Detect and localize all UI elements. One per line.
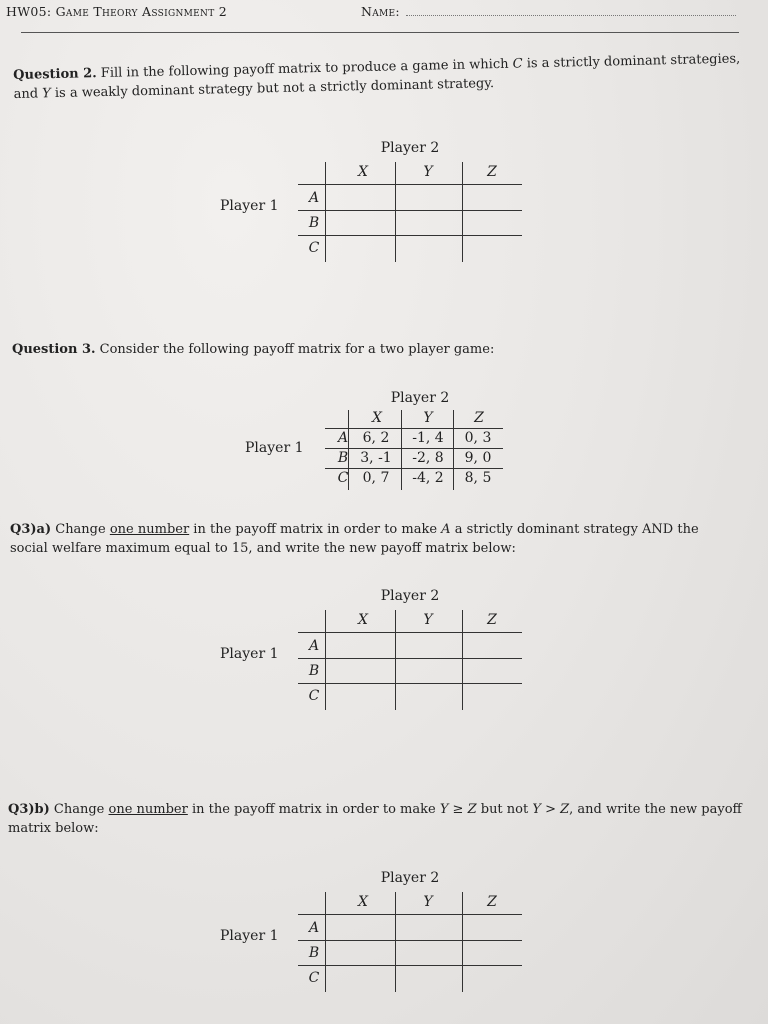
- payoff-col-x: X: [372, 410, 382, 426]
- column-header-x: X: [358, 894, 368, 910]
- payoff-grid-line: [453, 410, 454, 490]
- matrix-grid-line: [298, 965, 522, 966]
- payoff-cell-b-x: 3, -1: [360, 450, 392, 466]
- payoff-player-1-label: Player 1: [245, 440, 304, 456]
- payoff-cell-c-y: -4, 2: [412, 470, 444, 486]
- question-3b-text: Q3)b) Change one number in the payoff matrix in order to make Y ≥ Z but not Y > Z, and write the new payoff matrix below:: [8, 802, 742, 836]
- header: [6, 2, 746, 26]
- matrix-grid-line: [395, 892, 396, 992]
- row-header-c: C: [308, 688, 320, 704]
- column-header-y: Y: [423, 164, 433, 180]
- payoff-col-y: Y: [423, 410, 433, 426]
- payoff-row-a: A: [337, 430, 349, 446]
- matrix-grid-line: [298, 658, 522, 659]
- payoff-cell-a-z: 0, 3: [464, 430, 492, 446]
- header-rule: [21, 32, 739, 33]
- question-3a-label: Q3)a): [10, 522, 52, 537]
- payoff-cell-b-z: 9, 0: [464, 450, 492, 466]
- payoff-cell-c-x: 0, 7: [362, 470, 390, 486]
- payoff-grid-line: [325, 448, 503, 449]
- matrix-grid-line: [395, 162, 396, 262]
- row-header-c: C: [308, 240, 320, 256]
- payoff-grid-line: [401, 410, 402, 490]
- assignment-title: HW05: Game Theory Assignment 2: [6, 4, 228, 19]
- row-header-a: A: [308, 190, 320, 206]
- matrix-grid-line: [298, 184, 522, 185]
- matrix-grid-line: [298, 632, 522, 633]
- row-header-b: B: [308, 215, 320, 231]
- name-blank-line: [406, 15, 736, 16]
- question-3-label: Question 3.: [12, 342, 96, 357]
- name-label: Name:: [361, 4, 400, 19]
- matrix-grid-line: [298, 940, 522, 941]
- payoff-cell-c-z: 8, 5: [464, 470, 492, 486]
- payoff-grid-line: [348, 410, 349, 490]
- matrix-grid-line: [462, 610, 463, 710]
- matrix-grid-line: [298, 235, 522, 236]
- matrix-grid-line: [325, 610, 326, 710]
- payoff-grid-line: [325, 428, 503, 429]
- row-header-a: A: [308, 638, 320, 654]
- question-3b-label: Q3)b): [8, 802, 50, 817]
- player-1-label: Player 1: [220, 198, 279, 214]
- payoff-cell-b-y: -2, 8: [412, 450, 444, 466]
- payoff-matrix: [245, 390, 535, 500]
- player-2-label: Player 2: [380, 140, 440, 156]
- question-3-text: Question 3. Consider the following payoff matrix for a two player game:: [12, 342, 495, 357]
- payoff-player-2-label: Player 2: [390, 390, 450, 406]
- matrix-grid-line: [462, 892, 463, 992]
- payoff-col-z: Z: [474, 410, 484, 426]
- question-2-text: Question 2. Fill in the following payoff matrix to produce a game in which C is a strictly dominant strategies, and Y is a weakly dominant strategy but not a strictly dominant strategy.: [13, 51, 741, 102]
- column-header-z: Z: [487, 894, 497, 910]
- matrix-grid-line: [325, 892, 326, 992]
- column-header-y: Y: [423, 612, 433, 628]
- matrix-grid-line: [462, 162, 463, 262]
- column-header-y: Y: [423, 894, 433, 910]
- player-2-label: Player 2: [380, 588, 440, 604]
- column-header-x: X: [358, 612, 368, 628]
- column-header-z: Z: [487, 612, 497, 628]
- matrix-grid-line: [325, 162, 326, 262]
- row-header-c: C: [308, 970, 320, 986]
- player-1-label: Player 1: [220, 646, 279, 662]
- payoff-cell-a-y: -1, 4: [412, 430, 444, 446]
- matrix-grid-line: [298, 683, 522, 684]
- matrix-grid-line: [298, 210, 522, 211]
- row-header-a: A: [308, 920, 320, 936]
- payoff-grid-line: [325, 468, 503, 469]
- player-1-label: Player 1: [220, 928, 279, 944]
- question-2-label: Question 2.: [13, 66, 97, 83]
- row-header-b: B: [308, 945, 320, 961]
- question-3a-text: Q3)a) Change one number in the payoff matrix in order to make A a strictly dominant strategy AND the social welfare maximum equal to 15, and write the new payoff matrix below:: [10, 522, 699, 556]
- payoff-cell-a-x: 6, 2: [362, 430, 390, 446]
- matrix-grid-line: [298, 914, 522, 915]
- column-header-x: X: [358, 164, 368, 180]
- payoff-row-c: C: [337, 470, 349, 486]
- column-header-z: Z: [487, 164, 497, 180]
- row-header-b: B: [308, 663, 320, 679]
- payoff-row-b: B: [337, 450, 349, 466]
- matrix-grid-line: [395, 610, 396, 710]
- player-2-label: Player 2: [380, 870, 440, 886]
